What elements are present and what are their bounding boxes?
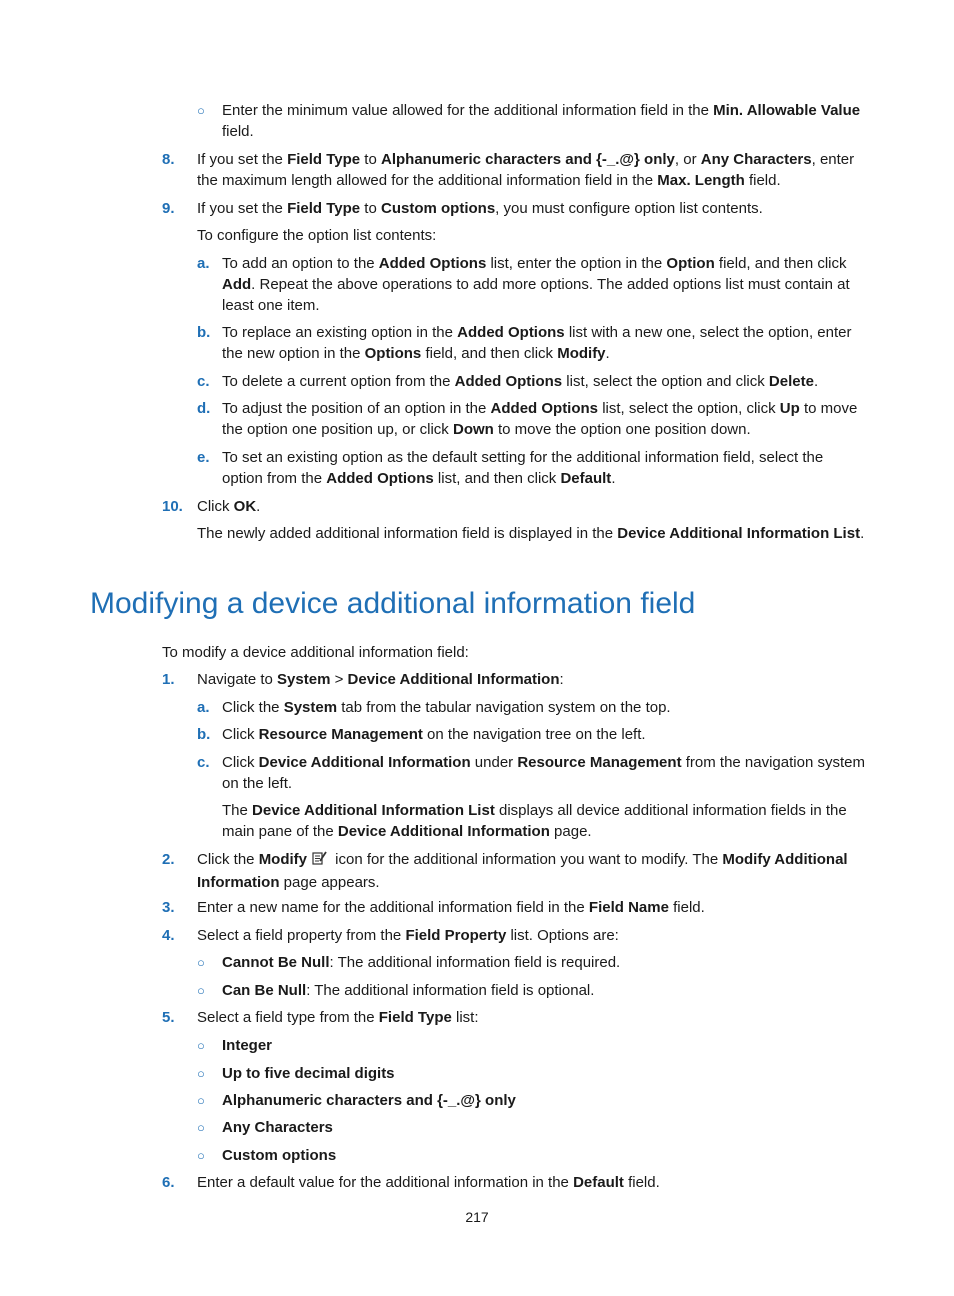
substep-letter: c.	[197, 373, 210, 390]
step-9-subtext: To configure the option list contents:	[197, 227, 437, 244]
section-intro: To modify a device additional information field:	[162, 644, 469, 661]
step-number: 3.	[162, 899, 175, 916]
substep-letter: b.	[197, 726, 211, 743]
bullet-glyph: ○	[197, 983, 205, 998]
bullet-glyph: ○	[197, 955, 205, 970]
step-number: 9.	[162, 200, 175, 217]
step-number: 2.	[162, 851, 175, 868]
modify-step-3-text: Enter a new name for the additional information field in the Field Name field.	[197, 899, 705, 916]
substep-9b-text: To replace an existing option in the Added Options list with a new one, select the option, enter the new option in the Options field, and then click Modify.	[222, 324, 852, 362]
step-9-text: If you set the Field Type to Custom options, you must configure option list contents.	[197, 200, 763, 217]
modify-step-4-text: Select a field property from the Field Property list. Options are:	[197, 927, 619, 944]
bullet-min-allowable-value: Enter the minimum value allowed for the additional information field in the Min. Allowable Value field.	[222, 102, 861, 140]
substep-letter: a.	[197, 699, 210, 716]
substep-letter: e.	[197, 449, 210, 466]
option-can-be-null: Can Be Null: The additional information field is optional.	[222, 982, 595, 999]
modify-step-2-text: Click the Modify icon for the additional information you want to modify. The Modify Additional Information page appears.	[197, 851, 848, 891]
modify-step-6-text: Enter a default value for the additional information in the Default field.	[197, 1174, 660, 1191]
bullet-glyph: ○	[197, 1066, 205, 1081]
step-number: 10.	[162, 498, 183, 515]
step-10-text: Click OK.	[197, 498, 261, 515]
substep-letter: d.	[197, 400, 211, 417]
substep-9c-text: To delete a current option from the Added Options list, select the option and click Delete.	[222, 373, 819, 390]
modify-step-1-text: Navigate to System > Device Additional Information:	[197, 671, 564, 688]
bullet-glyph: ○	[197, 1038, 205, 1053]
field-type-option: Integer	[222, 1037, 273, 1054]
bullet-glyph: ○	[197, 1148, 205, 1163]
step-10-result: The newly added additional information field is displayed in the Device Additional Information List.	[197, 525, 865, 542]
step-number: 8.	[162, 151, 175, 168]
modify-substep-1c-text: Click Device Additional Information under Resource Management from the navigation system on the left.	[222, 754, 865, 792]
field-type-option: Any Characters	[222, 1119, 333, 1136]
step-number: 5.	[162, 1009, 175, 1026]
step-8-text: If you set the Field Type to Alphanumeric characters and {-_.@} only, or Any Characters, enter the maximum length allowed for the additional information field in the Max. Length field.	[197, 151, 855, 189]
section-heading: Modifying a device additional information field	[90, 587, 696, 620]
substep-9a-text: To add an option to the Added Options list, enter the option in the Option field, and then click Add. Repeat the above operations to add more options. The added options list must contain at least one item.	[222, 255, 850, 314]
step-number: 4.	[162, 927, 175, 944]
step-number: 6.	[162, 1174, 175, 1191]
bullet-glyph: ○	[197, 1120, 205, 1135]
modify-substep-1b-text: Click Resource Management on the navigation tree on the left.	[222, 726, 646, 743]
substep-letter: c.	[197, 754, 210, 771]
field-type-option: Custom options	[222, 1147, 337, 1164]
modify-icon	[311, 850, 327, 872]
page-number: 217	[465, 1209, 489, 1225]
bullet-glyph: ○	[197, 1093, 205, 1108]
substep-9e-text: To set an existing option as the default setting for the additional information field, select the option from the Added Options list, and then click Default.	[222, 449, 824, 487]
field-type-option: Up to five decimal digits	[222, 1065, 395, 1082]
step-number: 1.	[162, 671, 175, 688]
modify-substep-1a-text: Click the System tab from the tabular navigation system on the top.	[222, 699, 671, 716]
modify-substep-1c-note: The Device Additional Information List displays all device additional information fields in the main pane of the Device Additional Information page.	[222, 802, 847, 840]
substep-letter: b.	[197, 324, 211, 341]
substep-letter: a.	[197, 255, 210, 272]
modify-step-5-text: Select a field type from the Field Type list:	[197, 1009, 479, 1026]
substep-9d-text: To adjust the position of an option in the Added Options list, select the option, click Up to move the option one position up, or click Down to move the option one position down.	[222, 400, 858, 438]
bullet-glyph: ○	[197, 103, 205, 118]
field-type-option: Alphanumeric characters and {-_.@} only	[222, 1092, 516, 1109]
option-cannot-be-null: Cannot Be Null: The additional information field is required.	[222, 954, 621, 971]
